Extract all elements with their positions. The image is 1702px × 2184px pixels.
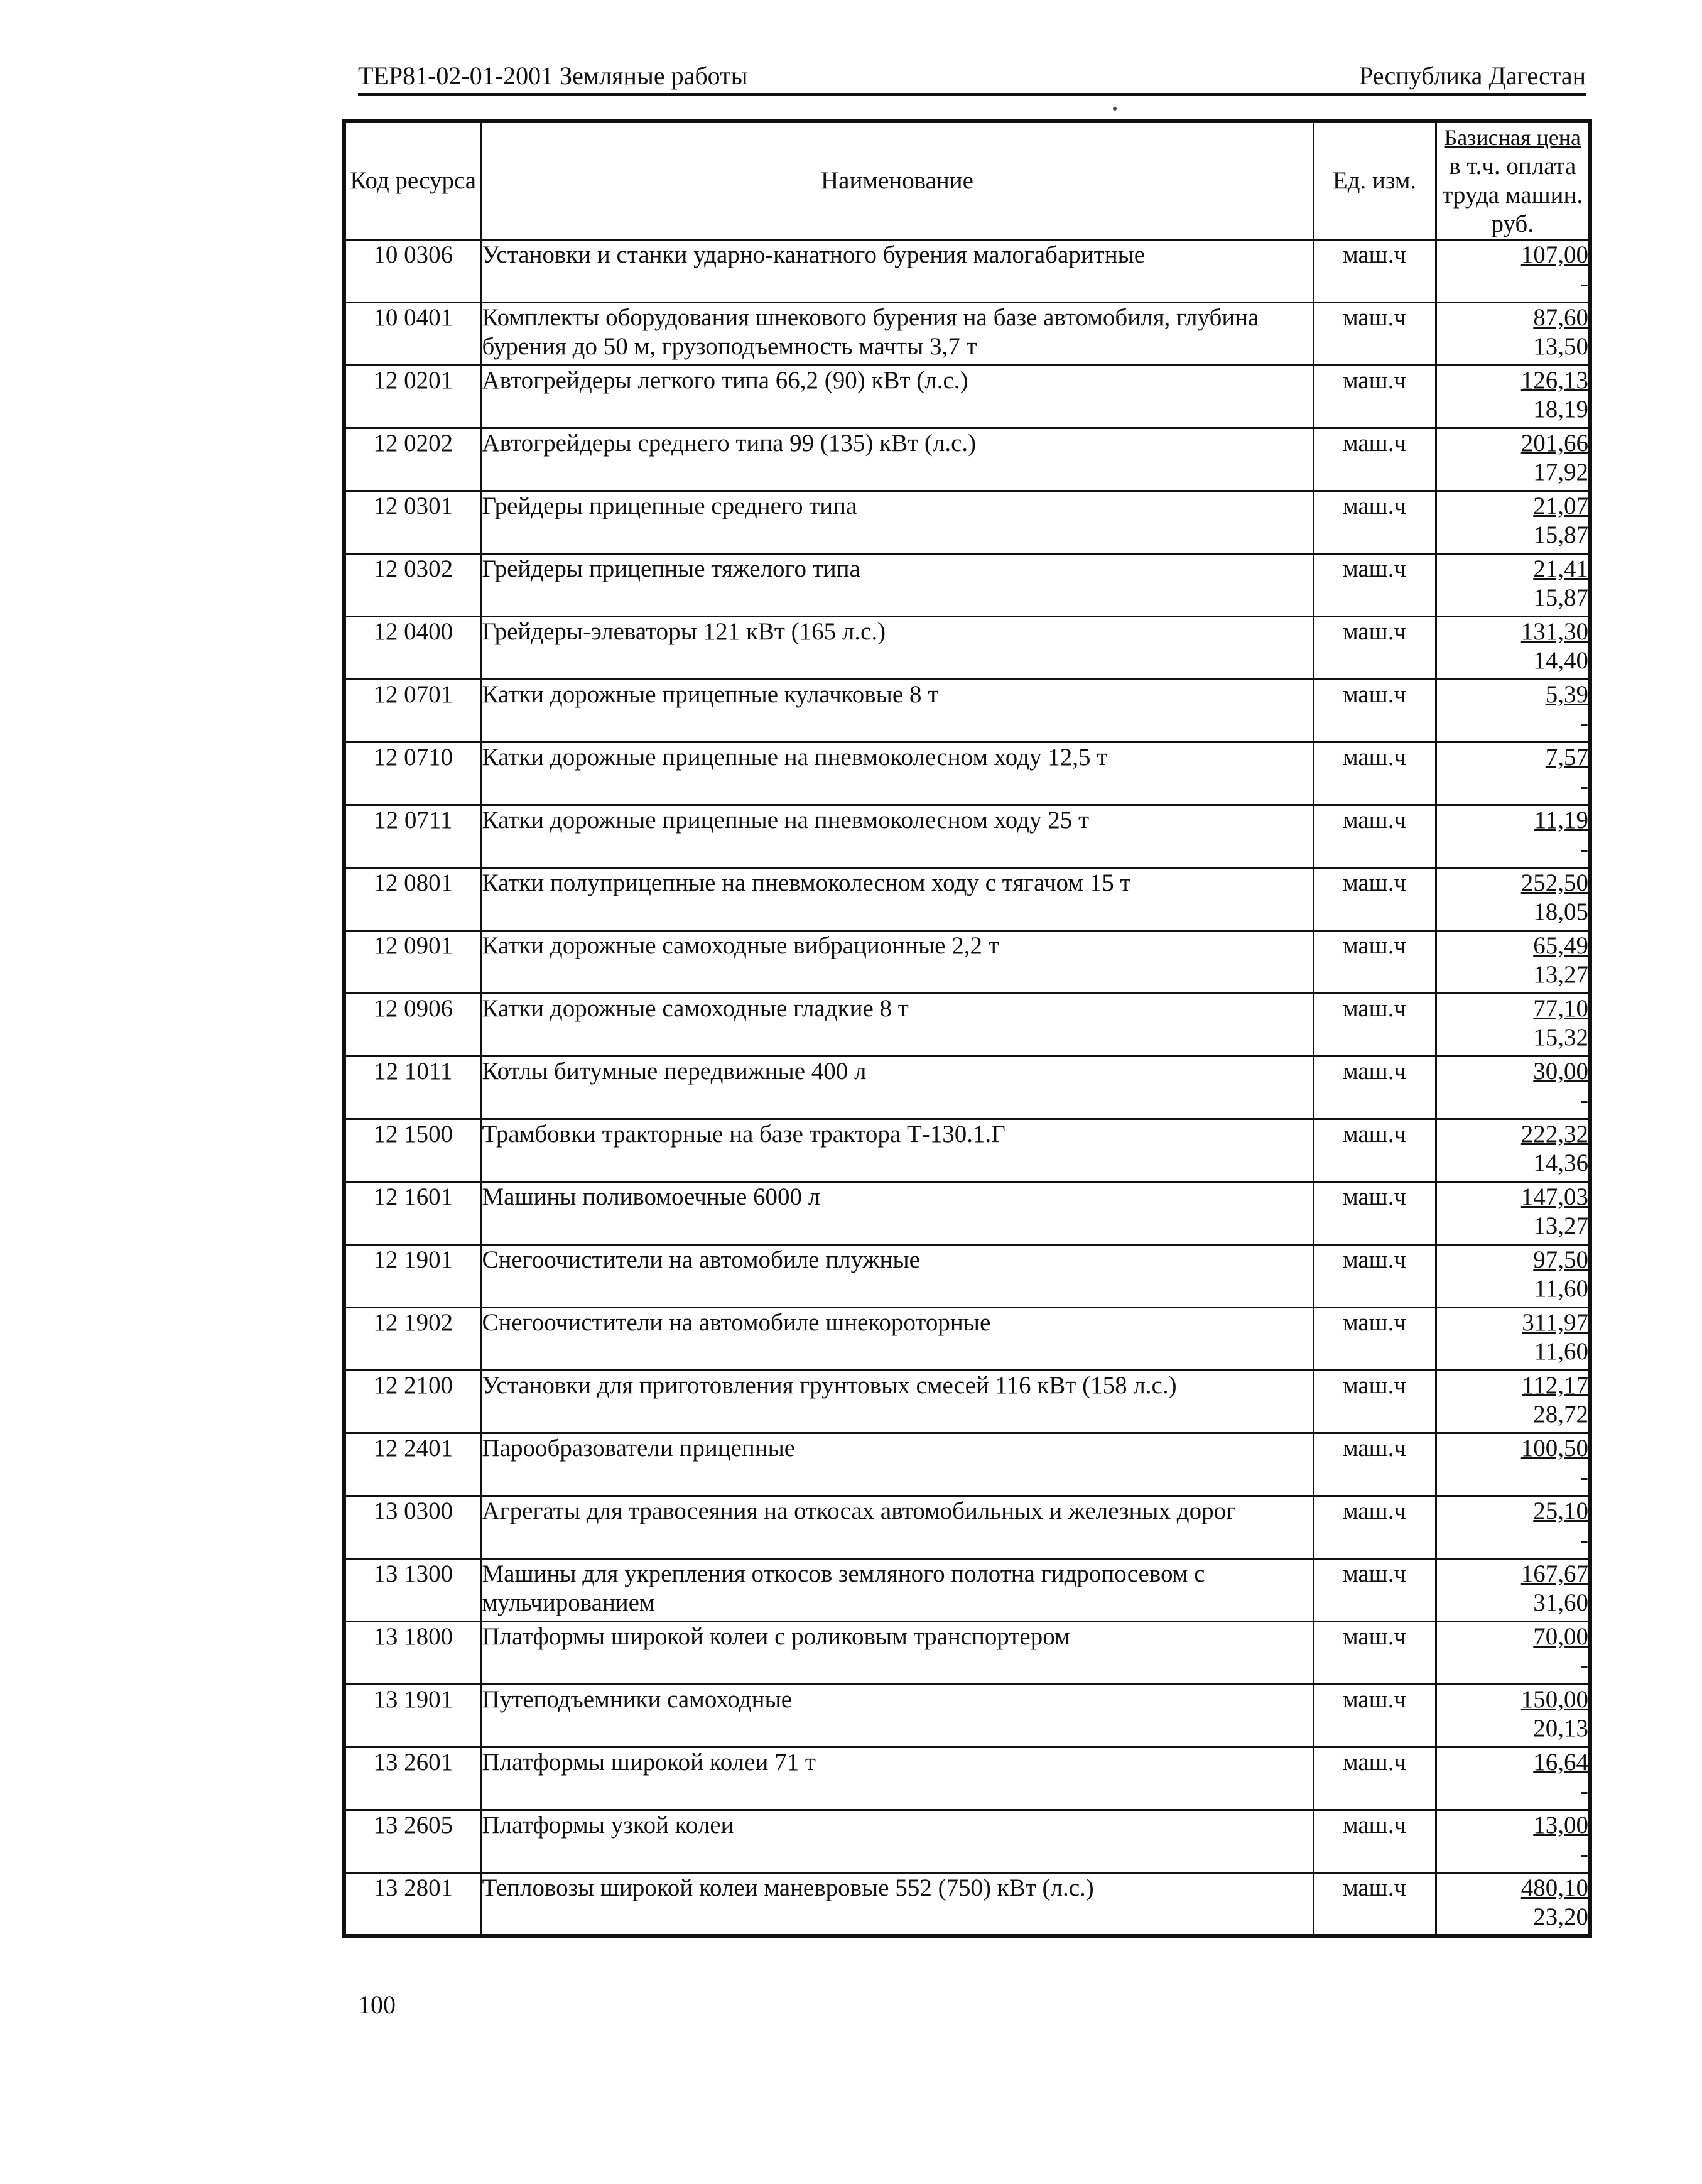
labor-cost: - <box>1580 710 1588 737</box>
column-header-unit: Ед. изм. <box>1313 121 1436 240</box>
resource-name: Автогрейдеры легкого типа 66,2 (90) кВт (л.с.) <box>481 366 1313 428</box>
resource-code: 12 0710 <box>344 742 481 805</box>
resource-name: Трамбовки тракторные на базе трактора Т-130.1.Г <box>481 1119 1313 1182</box>
resource-name: Снегоочистители на автомобиле плужные <box>481 1245 1313 1308</box>
base-price: 150,00 <box>1520 1686 1588 1713</box>
resource-unit: маш.ч <box>1313 1245 1436 1308</box>
resource-code: 12 0201 <box>344 366 481 428</box>
labor-cost: 13,50 <box>1533 333 1588 360</box>
resource-price-cell <box>1436 1747 1590 1810</box>
table-row <box>344 1873 1590 1936</box>
table-row <box>344 1308 1590 1371</box>
resource-unit: маш.ч <box>1313 1308 1436 1371</box>
resource-price-cell <box>1436 1245 1590 1308</box>
base-price: 126,13 <box>1520 367 1588 394</box>
base-price: 112,17 <box>1522 1372 1588 1399</box>
labor-cost: 31,60 <box>1533 1589 1588 1616</box>
labor-cost: 28,72 <box>1533 1401 1588 1428</box>
table-row <box>344 1057 1590 1119</box>
base-price: 131,30 <box>1520 618 1588 645</box>
base-price: 100,50 <box>1520 1435 1588 1462</box>
table-body <box>344 240 1590 1936</box>
resource-unit: маш.ч <box>1313 1747 1436 1810</box>
resource-price-cell <box>1436 994 1590 1057</box>
resource-name: Катки дорожные самоходные гладкие 8 т <box>481 994 1313 1057</box>
resource-unit: маш.ч <box>1313 554 1436 617</box>
resource-code: 10 0306 <box>344 240 481 303</box>
labor-cost: 11,60 <box>1534 1275 1588 1302</box>
labor-cost: - <box>1580 1778 1588 1805</box>
resource-code: 12 1902 <box>344 1308 481 1371</box>
resource-name: Платформы узкой колеи <box>481 1810 1313 1873</box>
resource-unit: маш.ч <box>1313 931 1436 994</box>
labor-cost: 20,13 <box>1533 1715 1588 1742</box>
column-header-labor-cost: в т.ч. оплата труда машин. руб. <box>1442 153 1583 237</box>
labor-cost: 15,32 <box>1533 1024 1588 1051</box>
base-price: 13,00 <box>1533 1812 1588 1839</box>
resource-price-cell <box>1436 805 1590 868</box>
resource-name: Платформы широкой колеи 71 т <box>481 1747 1313 1810</box>
region-name: Республика Дагестан <box>1359 62 1586 90</box>
resource-price-cell <box>1436 1685 1590 1747</box>
resource-code: 12 1011 <box>344 1057 481 1119</box>
resource-unit: маш.ч <box>1313 428 1436 491</box>
resource-name: Снегоочистители на автомобиле шнекороторные <box>481 1308 1313 1371</box>
base-price: 7,57 <box>1545 744 1588 771</box>
resource-code: 12 0301 <box>344 491 481 554</box>
table-header-row <box>344 121 1590 240</box>
resource-unit: маш.ч <box>1313 366 1436 428</box>
labor-cost: 18,19 <box>1533 396 1588 423</box>
labor-cost: - <box>1580 1840 1588 1867</box>
resource-code: 12 1500 <box>344 1119 481 1182</box>
labor-cost: - <box>1580 1464 1588 1491</box>
resource-name: Тепловозы широкой колеи маневровые 552 (750) кВт (л.с.) <box>481 1873 1313 1936</box>
resource-price-cell <box>1436 1496 1590 1559</box>
resource-code: 12 2100 <box>344 1371 481 1433</box>
resource-unit: маш.ч <box>1313 1119 1436 1182</box>
resource-price-cell <box>1436 1433 1590 1496</box>
resource-price-cell <box>1436 303 1590 366</box>
resource-price-cell <box>1436 1559 1590 1622</box>
base-price: 311,97 <box>1522 1309 1588 1336</box>
table-row <box>344 1496 1590 1559</box>
resource-name: Автогрейдеры среднего типа 99 (135) кВт (л.с.) <box>481 428 1313 491</box>
table-row <box>344 491 1590 554</box>
table-row <box>344 617 1590 680</box>
resource-price-cell <box>1436 1371 1590 1433</box>
table-row <box>344 1747 1590 1810</box>
labor-cost: 23,20 <box>1533 1903 1588 1930</box>
resource-price-cell <box>1436 554 1590 617</box>
table-row <box>344 931 1590 994</box>
resource-code: 12 0906 <box>344 994 481 1057</box>
table-row <box>344 303 1590 366</box>
resource-unit: маш.ч <box>1313 680 1436 742</box>
resource-unit: маш.ч <box>1313 240 1436 303</box>
base-price: 5,39 <box>1545 681 1588 708</box>
resource-code: 12 0711 <box>344 805 481 868</box>
resource-name: Машины поливомоечные 6000 л <box>481 1182 1313 1245</box>
resource-name: Катки полуприцепные на пневмоколесном ходу с тягачом 15 т <box>481 868 1313 931</box>
labor-cost: - <box>1580 1652 1588 1679</box>
resource-code: 12 1901 <box>344 1245 481 1308</box>
table-row <box>344 428 1590 491</box>
resource-price-cell <box>1436 366 1590 428</box>
table-row <box>344 1433 1590 1496</box>
resource-unit: маш.ч <box>1313 1057 1436 1119</box>
resource-unit: маш.ч <box>1313 1559 1436 1622</box>
labor-cost: 13,27 <box>1533 961 1588 988</box>
resource-code: 12 2401 <box>344 1433 481 1496</box>
labor-cost: 14,40 <box>1533 647 1588 674</box>
resource-name: Грейдеры прицепные среднего типа <box>481 491 1313 554</box>
resource-name: Установки для приготовления грунтовых смесей 116 кВт (158 л.с.) <box>481 1371 1313 1433</box>
resource-price-cell <box>1436 868 1590 931</box>
resource-name: Парообразователи прицепные <box>481 1433 1313 1496</box>
table-row <box>344 366 1590 428</box>
resource-price-cell <box>1436 1873 1590 1936</box>
table-row <box>344 1622 1590 1685</box>
base-price: 21,07 <box>1533 492 1588 519</box>
resource-price-table <box>342 119 1592 1938</box>
resource-price-cell <box>1436 491 1590 554</box>
resource-unit: маш.ч <box>1313 491 1436 554</box>
resource-name: Катки дорожные прицепные на пневмоколесном ходу 12,5 т <box>481 742 1313 805</box>
resource-code: 12 0701 <box>344 680 481 742</box>
resource-unit: маш.ч <box>1313 1496 1436 1559</box>
resource-code: 12 0202 <box>344 428 481 491</box>
resource-name: Комплекты оборудования шнекового бурения на базе автомобиля, глубина бурения до 50 м, грузоподъемность мачты 3,7 т <box>481 303 1313 366</box>
base-price: 222,32 <box>1520 1121 1588 1148</box>
resource-price-cell <box>1436 1308 1590 1371</box>
table-row <box>344 994 1590 1057</box>
table-row <box>344 805 1590 868</box>
table-row <box>344 554 1590 617</box>
resource-unit: маш.ч <box>1313 617 1436 680</box>
resource-price-cell <box>1436 1182 1590 1245</box>
labor-cost: - <box>1580 835 1588 862</box>
resource-price-cell <box>1436 1119 1590 1182</box>
table-row <box>344 1182 1590 1245</box>
labor-cost: 15,87 <box>1533 521 1588 548</box>
resource-unit: маш.ч <box>1313 994 1436 1057</box>
resource-name: Грейдеры прицепные тяжелого типа <box>481 554 1313 617</box>
resource-code: 12 0400 <box>344 617 481 680</box>
resource-price-cell <box>1436 931 1590 994</box>
resource-name: Катки дорожные прицепные на пневмоколесном ходу 25 т <box>481 805 1313 868</box>
base-price: 16,64 <box>1533 1749 1588 1776</box>
resource-unit: маш.ч <box>1313 805 1436 868</box>
resource-code: 12 1601 <box>344 1182 481 1245</box>
resource-name: Машины для укрепления откосов земляного полотна гидропосевом с мульчированием <box>481 1559 1313 1622</box>
column-header-name: Наименование <box>481 121 1313 240</box>
resource-price-cell <box>1436 1810 1590 1873</box>
resource-price-cell <box>1436 617 1590 680</box>
resource-unit: маш.ч <box>1313 868 1436 931</box>
resource-name: Котлы битумные передвижные 400 л <box>481 1057 1313 1119</box>
resource-price-cell <box>1436 1057 1590 1119</box>
table-row <box>344 1559 1590 1622</box>
base-price: 252,50 <box>1520 869 1588 896</box>
labor-cost: 13,27 <box>1533 1212 1588 1239</box>
resource-code: 13 2601 <box>344 1747 481 1810</box>
table-row <box>344 1810 1590 1873</box>
table-row <box>344 1685 1590 1747</box>
column-header-price <box>1436 121 1590 240</box>
resource-unit: маш.ч <box>1313 1622 1436 1685</box>
resource-code: 12 0901 <box>344 931 481 994</box>
resource-name: Агрегаты для травосеяния на откосах автомобильных и железных дорог <box>481 1496 1313 1559</box>
document-code-title: ТЕР81-02-01-2001 Земляные работы <box>358 62 748 90</box>
table-row <box>344 1119 1590 1182</box>
labor-cost: - <box>1580 1526 1588 1553</box>
resource-code: 13 1901 <box>344 1685 481 1747</box>
resource-name: Катки дорожные самоходные вибрационные 2,2 т <box>481 931 1313 994</box>
base-price: 167,67 <box>1520 1560 1588 1587</box>
resource-unit: маш.ч <box>1313 1873 1436 1936</box>
resource-name: Установки и станки ударно-канатного бурения малогабаритные <box>481 240 1313 303</box>
page-number: 100 <box>358 1991 396 2019</box>
scan-dot <box>1113 107 1117 111</box>
labor-cost: 11,60 <box>1534 1338 1588 1365</box>
resource-code: 13 2605 <box>344 1810 481 1873</box>
resource-price-cell <box>1436 1622 1590 1685</box>
table-row <box>344 1371 1590 1433</box>
base-price: 30,00 <box>1533 1058 1588 1085</box>
column-header-base-price: Базисная цена <box>1444 125 1581 150</box>
resource-name: Платформы широкой колеи с роликовым транспортером <box>481 1622 1313 1685</box>
base-price: 87,60 <box>1533 304 1588 331</box>
resource-price-cell <box>1436 680 1590 742</box>
base-price: 147,03 <box>1520 1183 1588 1210</box>
base-price: 65,49 <box>1533 932 1588 959</box>
base-price: 25,10 <box>1533 1497 1588 1524</box>
table-row <box>344 240 1590 303</box>
resource-name: Катки дорожные прицепные кулачковые 8 т <box>481 680 1313 742</box>
labor-cost: 15,87 <box>1533 584 1588 611</box>
table-row <box>344 1245 1590 1308</box>
resource-price-cell <box>1436 240 1590 303</box>
resource-price-cell <box>1436 428 1590 491</box>
page-header <box>358 55 1586 96</box>
resource-name: Грейдеры-элеваторы 121 кВт (165 л.с.) <box>481 617 1313 680</box>
base-price: 107,00 <box>1520 241 1588 268</box>
base-price: 21,41 <box>1533 555 1588 582</box>
resource-code: 13 1800 <box>344 1622 481 1685</box>
resource-code: 12 0302 <box>344 554 481 617</box>
resource-code: 13 0300 <box>344 1496 481 1559</box>
labor-cost: 18,05 <box>1533 898 1588 925</box>
resource-unit: маш.ч <box>1313 1433 1436 1496</box>
labor-cost: 17,92 <box>1533 459 1588 486</box>
resource-unit: маш.ч <box>1313 303 1436 366</box>
labor-cost: - <box>1580 773 1588 800</box>
resource-code: 12 0801 <box>344 868 481 931</box>
resource-code: 13 2801 <box>344 1873 481 1936</box>
resource-name: Путеподъемники самоходные <box>481 1685 1313 1747</box>
resource-unit: маш.ч <box>1313 1371 1436 1433</box>
resource-unit: маш.ч <box>1313 1182 1436 1245</box>
labor-cost: - <box>1580 270 1588 297</box>
column-header-code: Код ресурса <box>344 121 481 240</box>
resource-unit: маш.ч <box>1313 1685 1436 1747</box>
table-row <box>344 680 1590 742</box>
labor-cost: 14,36 <box>1533 1149 1588 1176</box>
resource-unit: маш.ч <box>1313 742 1436 805</box>
resource-code: 13 1300 <box>344 1559 481 1622</box>
resource-unit: маш.ч <box>1313 1810 1436 1873</box>
table-row <box>344 742 1590 805</box>
resource-code: 10 0401 <box>344 303 481 366</box>
base-price: 11,19 <box>1534 807 1588 834</box>
base-price: 480,10 <box>1520 1874 1588 1901</box>
labor-cost: - <box>1580 1087 1588 1114</box>
table-row <box>344 868 1590 931</box>
base-price: 77,10 <box>1533 995 1588 1022</box>
base-price: 201,66 <box>1520 430 1588 457</box>
base-price: 70,00 <box>1533 1623 1588 1650</box>
resource-price-cell <box>1436 742 1590 805</box>
base-price: 97,50 <box>1533 1246 1588 1273</box>
